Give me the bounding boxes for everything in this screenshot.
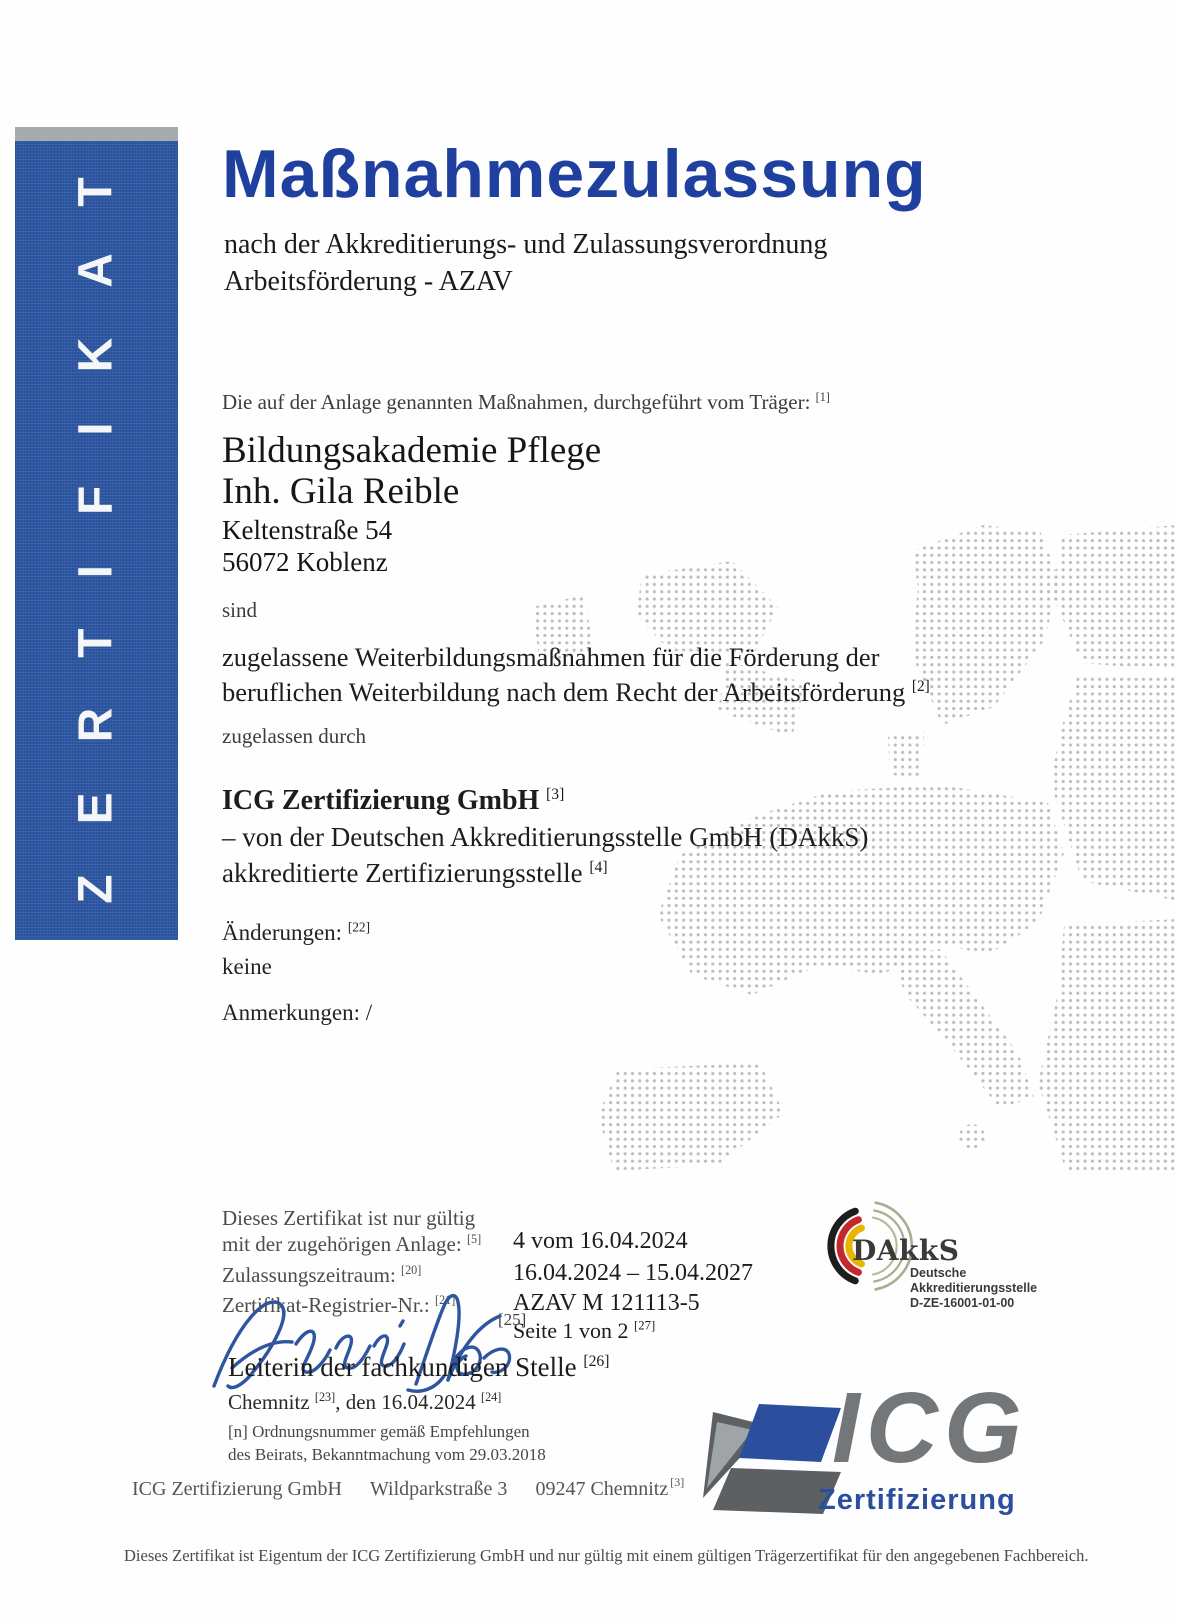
footnote-line1: [n] Ordnungsnummer gemäß Empfehlungen [228, 1422, 530, 1441]
dakks-text-block [910, 1266, 1037, 1311]
sind-label: sind [222, 598, 258, 622]
approval-statement-line1: zugelassene Weiterbildungsmaßnahmen für die Förderung der [222, 642, 880, 672]
place-text: Chemnitz [228, 1390, 310, 1414]
aenderungen-label: Änderungen: [222, 920, 343, 945]
certifier-line3 [222, 855, 868, 891]
footnote-ref-24: [24] [481, 1390, 502, 1404]
page-indicator-text: Seite 1 von 2 [513, 1318, 629, 1343]
footnote-ref-20: [20] [401, 1263, 422, 1277]
subtitle-line2: Arbeitsförderung - AZAV [224, 266, 513, 297]
footnote-ref-1: [1] [815, 390, 830, 404]
traeger-city: 56072 Koblenz [222, 547, 388, 577]
certifier-name: ICG Zertifizierung GmbH [222, 785, 540, 816]
footnote-ref-27: [27] [634, 1318, 656, 1333]
aenderungen-label-line [222, 916, 370, 950]
footnote-ref-3b: [3] [670, 1475, 685, 1489]
anlage-label-line2 [222, 1231, 481, 1257]
traeger-intro [222, 390, 830, 415]
aenderungen-value: keine [222, 954, 272, 979]
document-title: Maßnahmezulassung [222, 136, 927, 212]
anmerkungen-label: Anmerkungen: / [222, 1000, 373, 1025]
traeger-street: Keltenstraße 54 [222, 515, 393, 545]
certifier-block [222, 782, 868, 891]
company-street: Wildparkstraße 3 [369, 1478, 508, 1500]
signer-role [228, 1352, 609, 1383]
footnote-ref-23: [23] [314, 1390, 336, 1404]
footnote-ref-22: [22] [347, 919, 371, 935]
zertifikat-banner [15, 127, 178, 940]
traeger-name-line2: Inh. Gila Reible [222, 471, 460, 512]
signer-role-text: Leiterin der fachkundigen Stelle [228, 1352, 577, 1382]
aenderungen-block [222, 916, 370, 984]
footnote-ref-21: [21] [435, 1293, 456, 1307]
registrier-value: AZAV M 121113-5 [513, 1290, 700, 1316]
zertifikat-vertical-label: ZERTIFIKAT [70, 127, 123, 904]
traeger-intro-text: Die auf der Anlage genannten Maßnahmen, durchgeführt vom Träger: [222, 390, 811, 414]
zugelassen-durch-label: zugelassen durch [222, 724, 367, 748]
dakks-accreditation-number: D-ZE-16001-01-00 [910, 1296, 1015, 1310]
approval-statement-line2-text: beruflichen Weiterbildung nach dem Recht der Arbeitsförderung [222, 677, 906, 707]
anlage-value: 4 vom 16.04.2024 [513, 1228, 688, 1254]
zeitraum-value: 16.04.2024 – 15.04.2027 [513, 1260, 753, 1286]
footnote-line2: des Beirats, Bekanntmachung vom 29.03.2018 [228, 1445, 546, 1464]
subtitle-line1: nach der Akkreditierungs- und Zulassungsverordnung [224, 229, 828, 260]
icg-zertifizierung-label: Zertifizierung [818, 1484, 1016, 1516]
footnote-ref-26: [26] [583, 1353, 610, 1370]
icg-wordmark: ICG [832, 1372, 1028, 1484]
document-subtitle [224, 226, 827, 300]
registrier-label-text: Zertifikat-Registrier-Nr.: [222, 1293, 430, 1317]
ownership-footer: Dieses Zertifikat ist Eigentum der ICG Zertifizierung GmbH und nur gültig mit einem gültigen Trägerzertifikat für den angegebenen Fachbereich. [124, 1546, 1089, 1565]
traeger-name-line1: Bildungsakademie Pflege [222, 430, 602, 471]
traeger-address [222, 514, 392, 578]
approval-statement-line2 [222, 675, 930, 710]
anlage-label-line2-text: mit der zugehörigen Anlage: [222, 1232, 462, 1256]
date-separator: , den [335, 1390, 382, 1414]
traeger-name [222, 430, 601, 512]
certifier-line3-text: akkreditierte Zertifizierungsstelle [222, 858, 583, 888]
dakks-wordmark: DAkkS [852, 1234, 960, 1267]
certifier-name-line [222, 782, 868, 819]
dakks-line2: Akkreditierungsstelle [910, 1281, 1038, 1295]
footnote-ref-25: [25] [498, 1310, 527, 1329]
footnote-ref-5: [5] [466, 1232, 482, 1246]
company-name: ICG Zertifizierung GmbH [132, 1478, 342, 1500]
certifier-line2: – von der Deutschen Akkreditierungsstelle GmbH (DAkkS) [222, 822, 869, 852]
approval-statement [222, 640, 930, 710]
company-city: 09247 Chemnitz [535, 1478, 669, 1500]
place-date-line [228, 1390, 501, 1415]
anlage-label-line1: Dieses Zertifikat ist nur gültig [222, 1206, 476, 1230]
anlage-label [222, 1205, 481, 1257]
ordnungsnummer-footnote [228, 1420, 546, 1466]
company-address-line [132, 1475, 712, 1501]
footnote-ref-2: [2] [911, 678, 930, 696]
footnote-ref-3: [3] [546, 786, 565, 803]
zeitraum-label-text: Zulassungszeitraum: [222, 1263, 396, 1287]
dakks-line1: Deutsche [910, 1266, 967, 1280]
date-text: 16.04.2024 [381, 1390, 476, 1414]
footnote-ref-4: [4] [589, 859, 608, 876]
